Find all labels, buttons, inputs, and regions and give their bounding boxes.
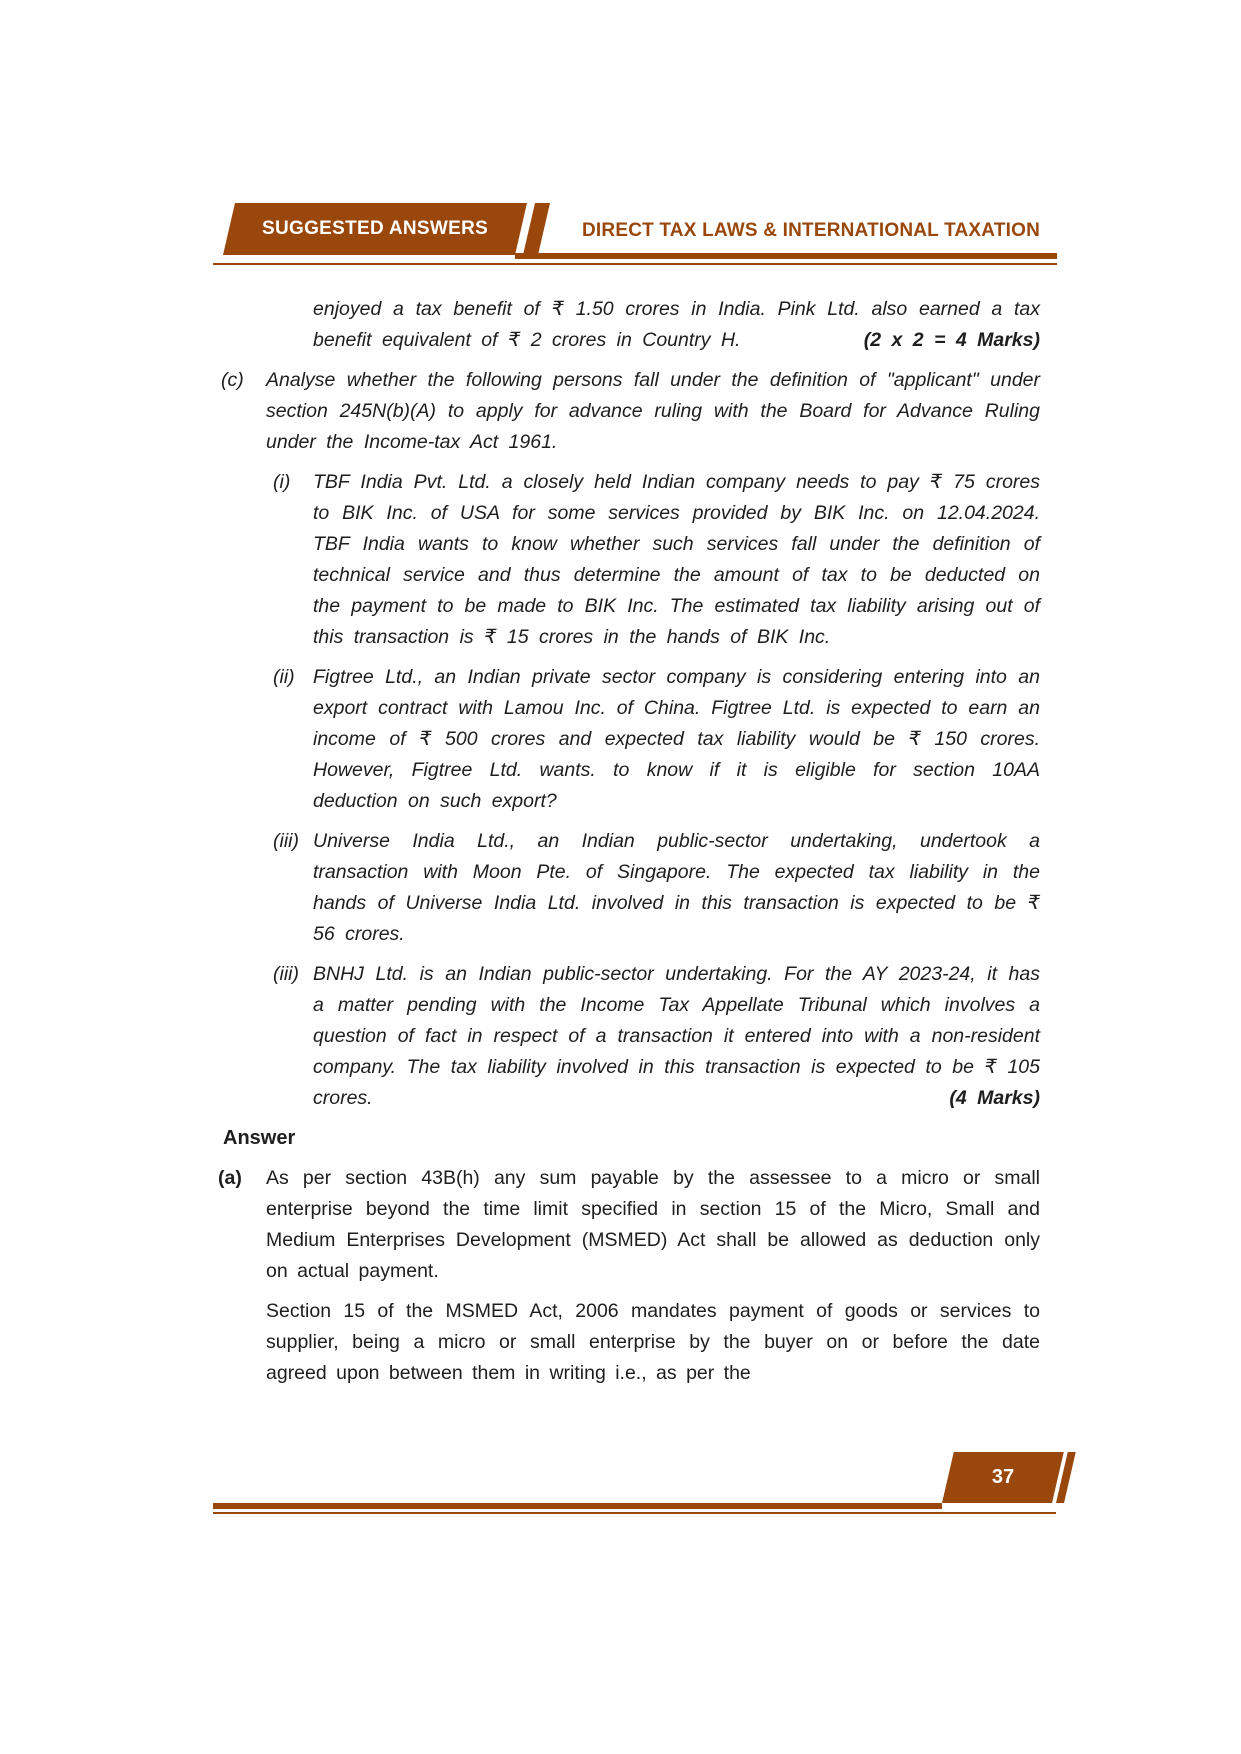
answer-heading: Answer: [223, 1127, 296, 1149]
answer-item-a: [213, 1163, 1040, 1389]
header-rule-thick: [515, 253, 1057, 259]
item-c-text: Analyse whether the following persons fall under the definition of "applicant" under section 245N(b)(A) to apply for advance ruling with the Board for Advance Ruling under the Income-tax Act 1961.: [266, 369, 1040, 453]
question-sub-item-ii: [213, 662, 1040, 817]
page-number-badge: [942, 1452, 1064, 1503]
item-c-label: (c): [221, 369, 244, 391]
suggested-answers-badge: [223, 203, 527, 255]
header-rule-thin: [213, 263, 1057, 265]
page-number: 37: [991, 1466, 1015, 1488]
answer-item-a-label: (a): [218, 1167, 242, 1189]
marks-label-bnhj: (4 Marks): [949, 1087, 1040, 1109]
sub-item-i-label: (i): [273, 471, 291, 493]
sub-item-ii-text: Figtree Ltd., an Indian private sector company is considering entering into an export contract with Lamou Inc. of China. Figtree Ltd. is expected to earn an income of ₹ 500 crores and expected tax liability would be ₹ 150 crores. However, Figtree Ltd. wants. to know if it is eligible for section 10AA deduction on such export?: [313, 666, 1040, 812]
footer-rule-thin: [213, 1512, 1056, 1514]
question-continuation-text: enjoyed a tax benefit of ₹ 1.50 crores in India. Pink Ltd. also earned a tax benefit equivalent of ₹ 2 crores in Country H.: [313, 298, 1040, 351]
marks-label-continuation: (2 x 2 = 4 Marks): [863, 329, 1040, 351]
page-title: DIRECT TAX LAWS & INTERNATIONAL TAXATION: [582, 220, 1040, 241]
suggested-answers-badge-label: SUGGESTED ANSWERS: [261, 218, 489, 239]
sub-item-iii-bnhj-body: BNHJ Ltd. is an Indian public-sector undertaking. For the AY 2023-24, it has a matter pending with the Income Tax Appellate Tribunal which involves a question of fact in respect of a transaction it entered into with a non-resident company. The tax liability involved in this transaction is expected to be ₹ 105 crores.: [313, 963, 1040, 1109]
question-item-c: [213, 365, 1040, 458]
sub-item-iii-universe-text: Universe India Ltd., an Indian public-sector undertaking, undertook a transaction with Moon Pte. of Singapore. The expected tax liability in the hands of Universe India Ltd. involved in this transaction is expected to be ₹ 56 crores.: [313, 830, 1040, 945]
sub-item-iii-universe-label: (iii): [273, 830, 299, 852]
sub-item-iii-bnhj-text: [313, 959, 1040, 1114]
answer-item-a-paragraph-2: Section 15 of the MSMED Act, 2006 mandates payment of goods or services to supplier, being a micro or small enterprise by the buyer on or before the date agreed upon between them in writing i.e., as per the: [266, 1300, 1040, 1384]
footer-rule-thick: [213, 1503, 942, 1509]
question-sub-item-iii-universe: [213, 826, 1040, 950]
question-sub-item-i: [213, 467, 1040, 653]
sub-item-i-text: TBF India Pvt. Ltd. a closely held Indian company needs to pay ₹ 75 crores to BIK Inc. of USA for some services provided by BIK Inc. on 12.04.2024. TBF India wants to know whether such services fall under the definition of technical service and thus determine the amount of tax to be deducted on the payment to be made to BIK Inc. The estimated tax liability arising out of this transaction is ₹ 15 crores in the hands of BIK Inc.: [313, 471, 1040, 648]
question-continuation-paragraph: [213, 294, 1040, 356]
sub-item-iii-bnhj-label: (iii): [273, 963, 299, 985]
question-sub-item-iii-bnhj: [213, 959, 1040, 1114]
sub-item-ii-label: (ii): [273, 666, 295, 688]
page-body: [213, 294, 1040, 1398]
answer-item-a-paragraph-1: As per section 43B(h) any sum payable by the assessee to a micro or small enterprise beyond the time limit specified in section 15 of the Micro, Small and Medium Enterprises Development (MSMED) Act shall be allowed as deduction only on actual payment.: [266, 1167, 1040, 1282]
